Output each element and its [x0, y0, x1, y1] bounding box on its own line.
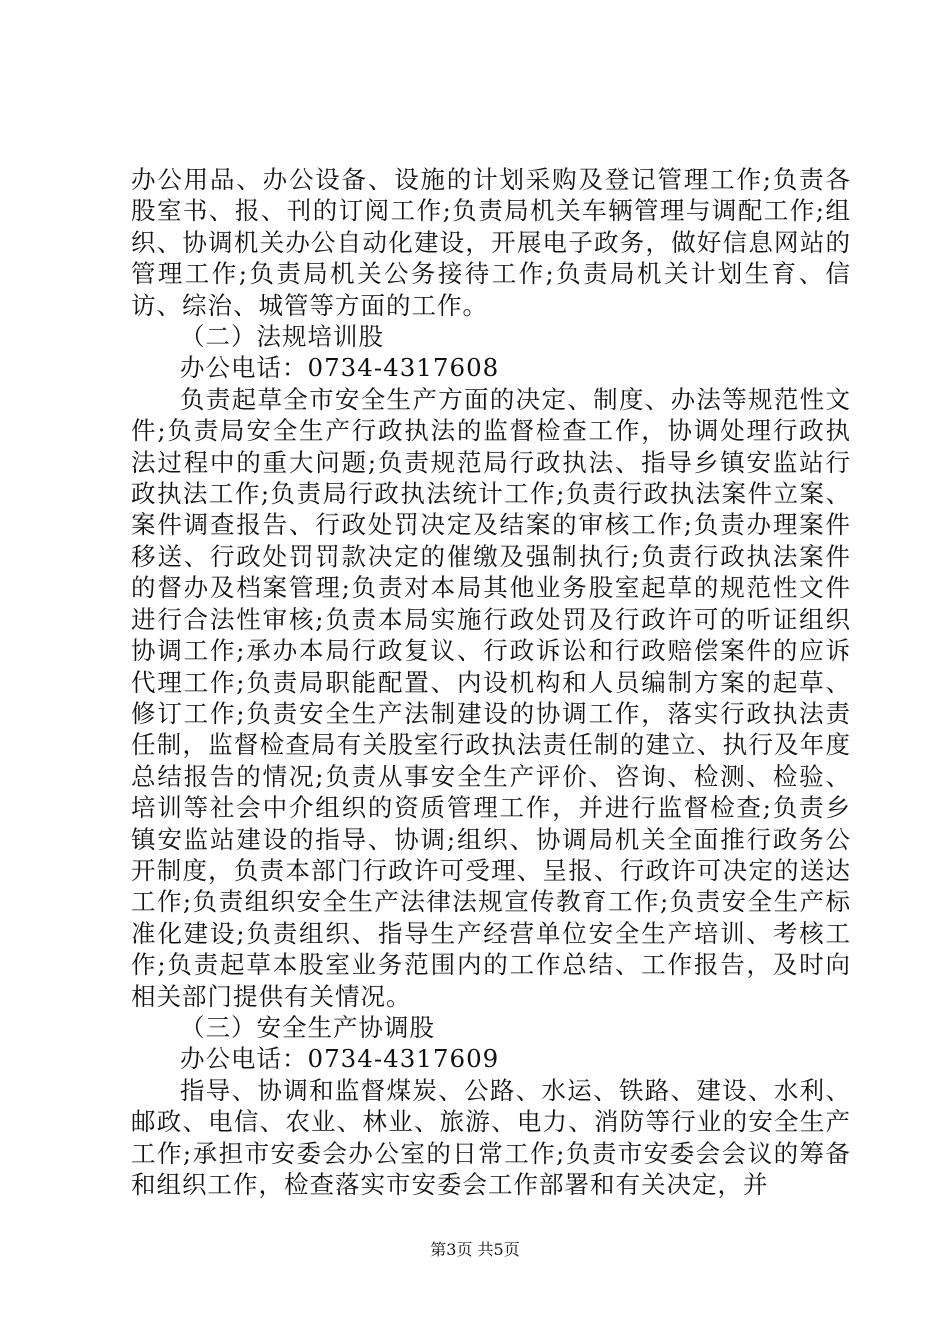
office-phone-regulations-training: 办公电话：0734-4317608	[180, 353, 500, 383]
section-heading-regulations-training: （二）法规培训股	[180, 322, 384, 352]
office-phone-safety-coordination: 办公电话：0734-4317609	[180, 1044, 500, 1074]
page-number-footer: 第3页 共5页	[430, 1240, 520, 1259]
paragraph-safety-coordination-duties: 指导、协调和监督煤炭、公路、水运、铁路、建设、水利、邮政、电信、农业、林业、旅游、电力、消防等行业的安全生产工作;承担市安委会办公室的日常工作;负责市安委会会议的筹备和组织工作，检查落实市安委会工作部署和有关决定，并	[131, 1075, 851, 1199]
paragraph-continuation: 办公用品、办公设备、设施的计划采购及登记管理工作;负责各股室书、报、刊的订阅工作;负责局机关车辆管理与调配工作;组织、协调机关办公自动化建设，开展电子政务，做好信息网站的管理工作;负责局机关公务接待工作;负责局机关计划生育、信访、综治、城管等方面的工作。	[131, 165, 851, 320]
paragraph-regulations-training-duties: 负责起草全市安全生产方面的决定、制度、办法等规范性文件;负责局安全生产行政执法的监督检查工作，协调处理行政执法过程中的重大问题;负责规范局行政执法、指导乡镇安监站行政执法工作;负责局行政执法统计工作;负责行政执法案件立案、案件调查报告、行政处罚决定及结案的审核工作;负责办理案件移送、行政处罚罚款决定的催缴及强制执行;负责行政执法案件的督办及档案管理;负责对本局其他业务股室起草的规范性文件进行合法性审核;负责本局实施行政处罚及行政许可的听证组织协调工作;承办本局行政复议、行政诉讼和行政赔偿案件的应诉代理工作;负责局职能配置、内设机构和人员编制方案的起草、修订工作;负责安全生产法制建设的协调工作，落实行政执法责任制，监督检查局有关股室行政执法责任制的建立、执行及年度总结报告的情况;负责从事安全生产评价、咨询、检测、检验、培训等社会中介组织的资质管理工作，并进行监督检查;负责乡镇安监站建设的指导、协调;组织、协调局机关全面推行政务公开制度，负责本部门行政许可受理、呈报、行政许可决定的送达工作;负责组织安全生产法律法规宣传教育工作;负责安全生产标准化建设;负责组织、指导生产经营单位安全生产培训、考核工作;负责起草本股室业务范围内的工作总结、工作报告，及时向相关部门提供有关情况。	[131, 384, 851, 1011]
section-heading-safety-coordination: （三）安全生产协调股	[180, 1012, 435, 1042]
document-body	[131, 164, 851, 1200]
